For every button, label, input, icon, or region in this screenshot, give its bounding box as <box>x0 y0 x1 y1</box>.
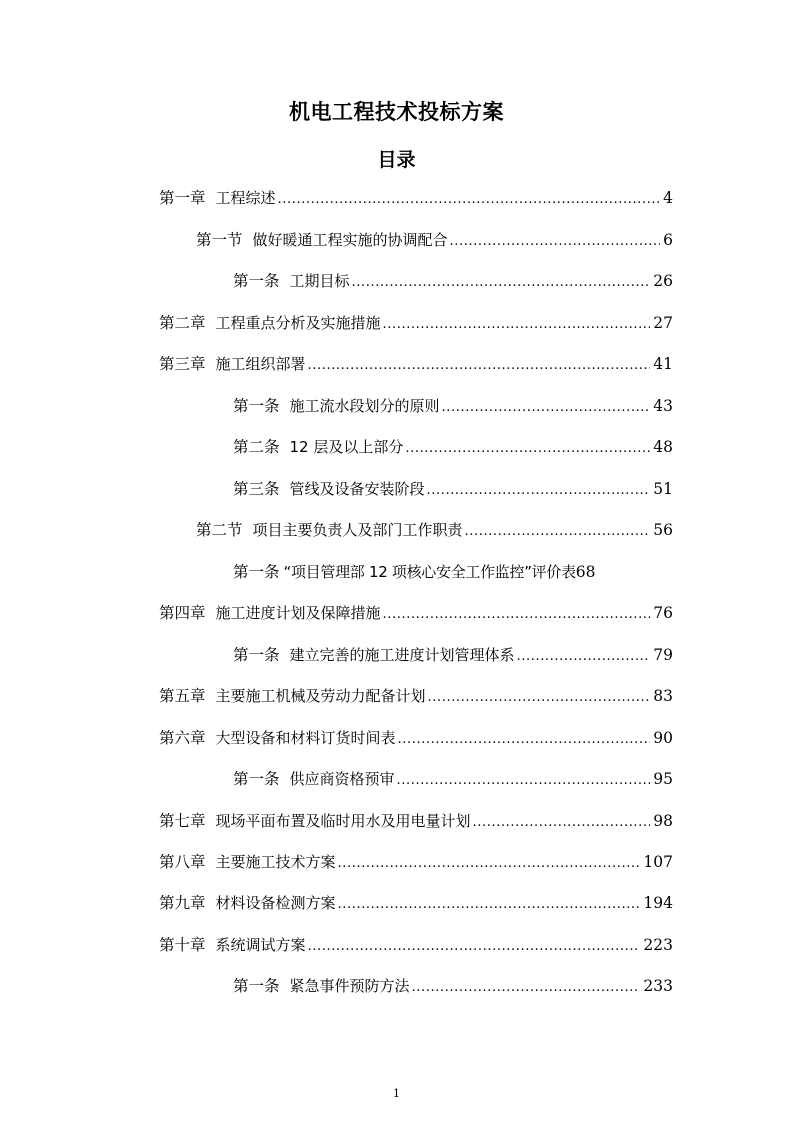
toc-entry-title: “项目管理部 12 项核心安全工作监控”评价表 <box>283 563 576 581</box>
toc-leader-dots <box>338 892 641 918</box>
toc-entry-page: 95 <box>653 770 673 788</box>
toc-entry-number: 第三条 <box>233 480 280 498</box>
toc-entry[interactable] <box>233 476 673 502</box>
toc-leader-dots <box>450 229 661 255</box>
toc-entry-page: 41 <box>653 355 673 373</box>
toc-entry-title: 工程综述 <box>215 189 276 207</box>
toc-entry-number: 第九章 <box>159 894 206 912</box>
toc-leader-dots <box>412 975 641 1001</box>
page-number: 1 <box>393 1087 400 1100</box>
toc-entry[interactable] <box>233 642 673 668</box>
toc-leader-dots <box>308 934 641 960</box>
toc-entry[interactable] <box>159 932 673 958</box>
toc-entry-page: 48 <box>653 438 673 456</box>
toc-entry[interactable] <box>159 890 673 916</box>
toc-entry-page: 6 <box>663 231 673 249</box>
toc-entry-title: 施工流水段划分的原则 <box>289 397 440 415</box>
toc-entry-page: 68 <box>575 563 596 581</box>
toc-entry-number: 第五章 <box>159 687 206 705</box>
toc-entry[interactable] <box>159 725 673 751</box>
toc-entry[interactable] <box>159 808 673 834</box>
toc-entry-number: 第二条 <box>233 438 280 456</box>
toc-entry-number: 第二节 <box>196 521 243 539</box>
toc-entry-page: 107 <box>643 853 673 871</box>
toc-leader-dots <box>442 395 651 421</box>
toc-entry[interactable] <box>159 600 673 626</box>
toc-leader-dots <box>278 187 661 213</box>
toc-leader-dots <box>352 270 651 296</box>
toc-entry[interactable] <box>196 227 673 253</box>
toc-entry-title: 管线及设备安装阶段 <box>289 480 425 498</box>
toc-entry-page: 223 <box>643 936 673 954</box>
toc-entry-page: 51 <box>653 480 673 498</box>
toc-leader-dots <box>308 353 651 379</box>
toc-entry-number: 第四章 <box>159 604 206 622</box>
toc-entry-title: 项目主要负责人及部门工作职责 <box>252 521 463 539</box>
toc-entry-page: 4 <box>663 189 673 207</box>
toc-entry[interactable] <box>159 351 673 377</box>
toc-entry-title: 工期目标 <box>289 272 350 290</box>
toc-entry-number: 第一章 <box>159 189 206 207</box>
toc-entry-number: 第六章 <box>159 729 206 747</box>
toc-entry-page: 83 <box>653 687 673 705</box>
toc-entry[interactable] <box>159 310 673 336</box>
toc-leader-dots <box>405 436 650 462</box>
toc-leader-dots <box>397 768 651 794</box>
toc-entry[interactable] <box>196 517 673 543</box>
toc-entry-number: 第一条 <box>233 397 280 415</box>
toc-entry-title: 12 层及以上部分 <box>289 438 404 456</box>
toc-entry-page: 233 <box>643 977 673 995</box>
toc-entry[interactable] <box>233 559 673 585</box>
toc-entry[interactable] <box>233 973 673 999</box>
toc-entry-number: 第二章 <box>159 314 206 332</box>
toc-entry-page: 79 <box>653 646 673 664</box>
toc-entry[interactable] <box>233 766 673 792</box>
toc-entry-page: 76 <box>653 604 673 622</box>
toc-entry[interactable] <box>159 683 673 709</box>
document-title: 机电工程技术投标方案 <box>289 100 504 124</box>
toc-leader-dots <box>428 685 651 711</box>
toc-leader-dots <box>398 727 651 753</box>
toc-entry-title: 材料设备检测方案 <box>215 894 336 912</box>
toc-entry-number: 第八章 <box>159 853 206 871</box>
toc-leader-dots <box>465 519 651 545</box>
toc-entry-number: 第一条 <box>233 770 280 788</box>
toc-entry-title: 主要施工机械及劳动力配备计划 <box>215 687 426 705</box>
toc-entry-page: 27 <box>653 314 673 332</box>
toc-entry-title: 供应商资格预审 <box>289 770 395 788</box>
toc-entry-title: 大型设备和材料订货时间表 <box>215 729 396 747</box>
toc-entry-number: 第七章 <box>159 812 206 830</box>
toc-entry[interactable] <box>159 185 673 211</box>
toc-entry-title: 建立完善的施工进度计划管理体系 <box>289 646 515 664</box>
toc-entry-page: 26 <box>653 272 673 290</box>
toc-entry[interactable] <box>233 434 673 460</box>
toc-entry-title: 做好暖通工程实施的协调配合 <box>252 231 448 249</box>
toc-entry-number: 第一条 <box>233 646 280 664</box>
toc-heading: 目录 <box>377 149 416 171</box>
toc-leader-dots <box>338 851 641 877</box>
toc-entry-page: 90 <box>653 729 673 747</box>
toc-leader-dots <box>427 478 651 504</box>
toc-leader-dots <box>473 810 651 836</box>
toc-entry[interactable] <box>159 849 673 875</box>
toc-entry[interactable] <box>233 268 673 294</box>
toc-entry-title: 施工进度计划及保障措施 <box>215 604 381 622</box>
toc-entry-page: 194 <box>643 894 673 912</box>
toc-entry-number: 第十章 <box>159 936 206 954</box>
toc-entry-title: 主要施工技术方案 <box>215 853 336 871</box>
toc-entry[interactable] <box>233 393 673 419</box>
toc-entry-number: 第一条 <box>233 977 280 995</box>
toc-leader-dots <box>383 312 651 338</box>
toc-entry-page: 56 <box>653 521 673 539</box>
toc-entry-number: 第一条 <box>233 563 280 581</box>
toc-entry-title: 工程重点分析及实施措施 <box>215 314 381 332</box>
toc-leader-dots <box>517 644 651 670</box>
toc-entry-page: 98 <box>653 812 673 830</box>
toc-entry-number: 第三章 <box>159 355 206 373</box>
toc-entry-title: 现场平面布置及临时用水及用电量计划 <box>215 812 471 830</box>
toc-entry-page: 43 <box>653 397 673 415</box>
toc-entry-title: 系统调试方案 <box>215 936 306 954</box>
toc-entry-number: 第一节 <box>196 231 243 249</box>
toc-leader-dots <box>383 602 651 628</box>
toc-entry-number: 第一条 <box>233 272 280 290</box>
toc-entry-title: 紧急事件预防方法 <box>289 977 410 995</box>
toc-entry-title: 施工组织部署 <box>215 355 306 373</box>
